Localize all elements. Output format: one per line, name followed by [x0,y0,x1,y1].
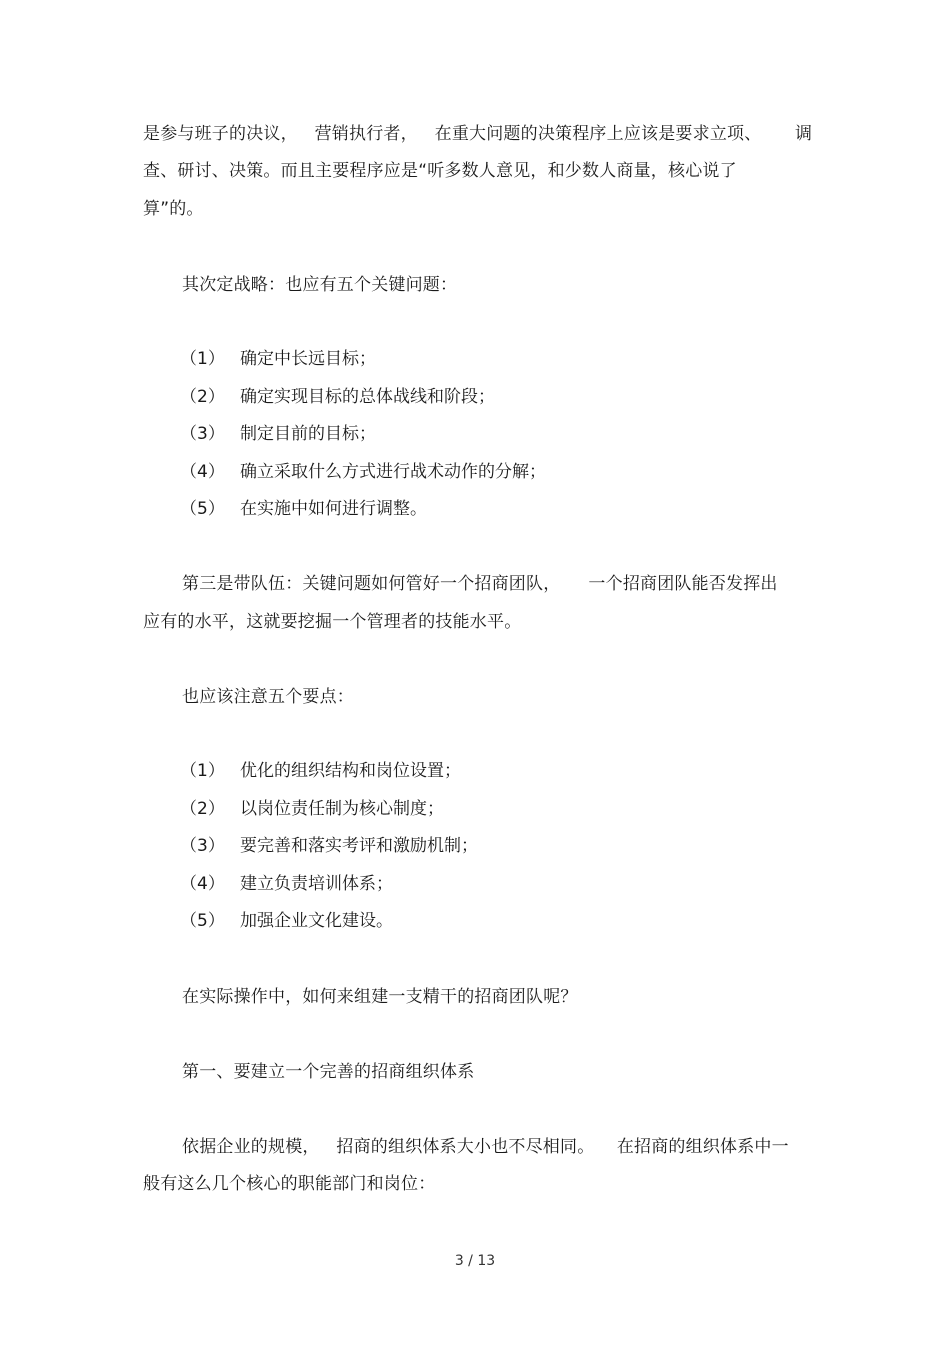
list-item-text: 以岗位责任制为核心制度； [240,798,444,819]
paragraph-7-line-1: 依据企业的规模， 招商的组织体系大小也不尽相同。 在招商的组织体系中一 [182,1137,789,1157]
paragraph-3-line-2: 应有的水平，这就要挖掘一个管理者的技能水平。 [143,612,522,632]
list-item [180,454,546,492]
list-item [180,416,546,454]
paragraph-3-line-1: 第三是带队伍：关键问题如何管好一个招商团队， 一个招商团队能否发挥出 [182,574,778,594]
list-item [180,866,478,904]
list-item [180,791,478,829]
paragraph-1-line-3: 算”的。 [143,199,204,219]
list-item [180,903,478,941]
list-item [180,491,546,529]
list-item-number: （2） [180,798,225,819]
list-item-text: 确定实现目标的总体战线和阶段； [240,386,495,407]
section-heading: 第一、要建立一个完善的招商组织体系 [182,1062,475,1082]
list-item-number: （4） [180,873,225,894]
list-item-number: （3） [180,424,225,444]
paragraph-1-line-1: 是参与班子的决议， 营销执行者， 在重大问题的决策程序上应该是要求立项、 调 [143,124,813,144]
list-item [180,341,546,379]
list-item-text: 制定目前的目标； [240,424,376,444]
list-item-text: 优化的组织结构和岗位设置； [240,761,461,781]
list-item-number: （1） [180,349,225,369]
list-item-number: （3） [180,836,225,856]
paragraph-1-line-2: 查、研讨、决策。而且主要程序应是“听多数人意见，和少数人商量，核心说了 [143,161,737,181]
page-number: 3 / 13 [454,1253,496,1269]
list-item-number: （4） [180,461,225,482]
paragraph-strategy-intro: 其次定战略：也应有五个关键问题： [182,275,458,295]
paragraph-question: 在实际操作中，如何来组建一支精干的招商团队呢？ [182,987,578,1007]
list-item-text: 在实施中如何进行调整。 [240,499,427,519]
list-item-text: 确立采取什么方式进行战术动作的分解； [240,461,546,482]
list-item-number: （2） [180,386,225,407]
list-item [180,753,478,791]
strategy-list [180,341,546,529]
paragraph-team-intro: 也应该注意五个要点： [182,687,354,707]
list-item-number: （5） [180,911,225,931]
list-item-number: （5） [180,499,225,519]
list-item [180,379,546,417]
paragraph-7-line-2: 般有这么几个核心的职能部门和岗位： [143,1174,436,1194]
list-item-text: 要完善和落实考评和激励机制； [240,836,478,856]
team-list [180,753,478,941]
list-item-text: 建立负责培训体系； [240,873,393,894]
list-item-text: 加强企业文化建设。 [240,911,393,931]
list-item-text: 确定中长远目标； [240,349,376,369]
list-item-number: （1） [180,761,225,781]
list-item [180,828,478,866]
